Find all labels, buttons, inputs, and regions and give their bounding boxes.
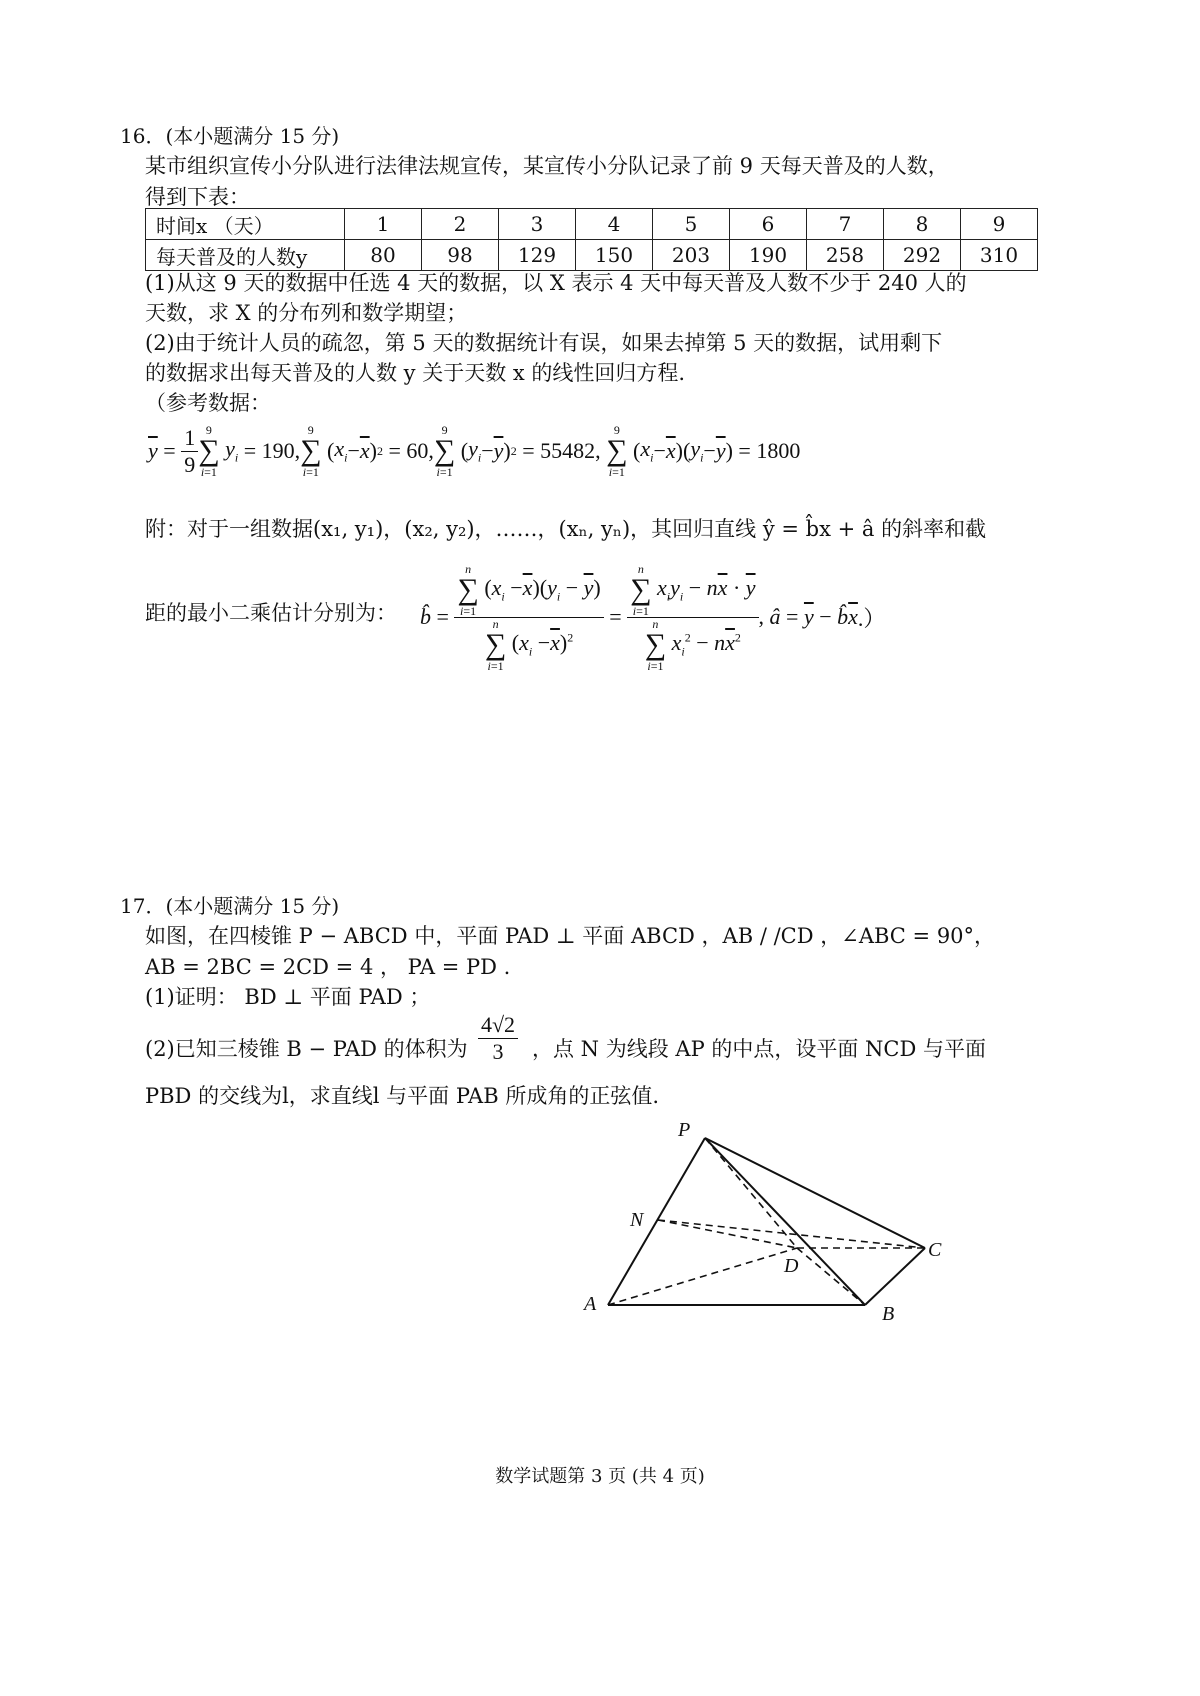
table-cell-y: 98 bbox=[422, 240, 499, 271]
table-cell-y: 150 bbox=[576, 240, 653, 271]
q16-part1-line1: (1)从这 9 天的数据中任选 4 天的数据，以 X 表示 4 天中每天普及人数不少于 240 人的 bbox=[145, 271, 967, 295]
table-row-y bbox=[146, 240, 1038, 271]
q17-line2: AB = 2BC = 2CD = 4 ， PA = PD . bbox=[145, 955, 511, 979]
vertex-label-C: C bbox=[928, 1239, 942, 1261]
q16-data-table bbox=[145, 208, 1038, 271]
table-cell-y: 203 bbox=[653, 240, 730, 271]
table-cell-y: 292 bbox=[884, 240, 961, 271]
q17-volume-fraction bbox=[470, 1012, 526, 1065]
q16-attachment-line2: 距的最小二乘估计分别为： bbox=[145, 601, 397, 625]
table-cell-x: 6 bbox=[730, 209, 807, 240]
table-cell-y: 310 bbox=[961, 240, 1038, 271]
table-cell-y: 129 bbox=[499, 240, 576, 271]
q16-intro-line2: 得到下表： bbox=[145, 185, 250, 209]
table-cell-y: 258 bbox=[807, 240, 884, 271]
table-row-label-x: 时间x （天） bbox=[146, 209, 345, 240]
q16-part1-line2: 天数，求 X 的分布列和数学期望； bbox=[145, 301, 468, 325]
edge-PB bbox=[705, 1138, 865, 1305]
q16-header: 16．(本小题满分 15 分) bbox=[120, 124, 340, 148]
q16-part2-line2: 的数据求出每天普及的人数 y 关于天数 x 的线性回归方程. bbox=[145, 361, 686, 385]
q16-reference-label: （参考数据： bbox=[145, 391, 271, 415]
q17-part2-line2: PBD 的交线为l，求直线l 与平面 PAB 所成角的正弦值. bbox=[145, 1084, 660, 1108]
q17-line1: 如图，在四棱锥 P − ABCD 中，平面 PAD ⊥ 平面 ABCD ，AB / /CD ，∠ABC = 90°， bbox=[145, 924, 996, 948]
table-cell-x: 3 bbox=[499, 209, 576, 240]
ref-syy: 55482 bbox=[540, 438, 596, 463]
edge-NC-hidden bbox=[658, 1220, 925, 1248]
ref-mean-y: 190 bbox=[261, 438, 295, 463]
table-cell-x: 4 bbox=[576, 209, 653, 240]
table-cell-x: 7 bbox=[807, 209, 884, 240]
table-cell-x: 2 bbox=[422, 209, 499, 240]
vertex-label-A: A bbox=[584, 1293, 597, 1315]
pyramid-figure bbox=[560, 1110, 980, 1340]
table-cell-x: 8 bbox=[884, 209, 961, 240]
q16-reference-formula: $\overline{y}$ = $\frac{1}{9}$ 9 ∑ i=1 $y_i$ = 190 , 9 ∑ i=1 ( $x_i$ − $\overline{x}$ ) 2 = 60 , 9 ∑ i=1 ( $y_i$ − $\overline{y}$ ) 2 = 55482 , 9 ∑ i=1 ( $x_i$ − $\overline{x}$ )( $y_i$ − $\overline{y}$ ) = 1800 bbox=[148, 423, 801, 479]
vertex-label-D: D bbox=[784, 1255, 799, 1277]
q16-intro-line1: 某市组织宣传小分队进行法律法规宣传，某宣传小分队记录了前 9 天每天普及的人数， bbox=[145, 154, 949, 178]
q16-part2-line1: (2)由于统计人员的疏忽，第 5 天的数据统计有误，如果去掉第 5 天的数据，试用剩下 bbox=[145, 331, 943, 355]
q17-part2-line1b: ，点 N 为线段 AP 的中点，设平面 NCD 与平面 bbox=[532, 1037, 987, 1061]
edge-BC bbox=[865, 1248, 925, 1305]
q17-part1: (1)证明： BD ⊥ 平面 PAD ； bbox=[145, 985, 431, 1009]
edge-DB-hidden bbox=[797, 1248, 865, 1305]
table-cell-x: 5 bbox=[653, 209, 730, 240]
vertex-label-P: P bbox=[678, 1119, 691, 1141]
page-footer: 数学试题第 3 页 (共 4 页) bbox=[495, 1466, 705, 1487]
table-row-label-y: 每天普及的人数y bbox=[146, 240, 345, 271]
ref-sxx: 60 bbox=[406, 438, 429, 463]
q16-attachment-line1: 附：对于一组数据(x₁, y₁)，(x₂, y₂)，……，(xₙ, yₙ)，其回归直线 ŷ = b̂x + â 的斜率和截 bbox=[145, 517, 987, 541]
vertex-label-N: N bbox=[630, 1209, 644, 1231]
ref-sxy: 1800 bbox=[756, 438, 801, 463]
table-cell-x: 9 bbox=[961, 209, 1038, 240]
volume-numerator: 4√2 bbox=[478, 1012, 518, 1039]
table-cell-y: 80 bbox=[345, 240, 422, 271]
edge-PC bbox=[705, 1138, 925, 1248]
volume-denominator: 3 bbox=[492, 1039, 504, 1064]
table-cell-y: 190 bbox=[730, 240, 807, 271]
q16-least-squares-formula: b̂ = n ∑ i=1 $(x_i -\overline{x})(y_i - \overline{y})$ n ∑ i=1 $(x_i -\overline{x})^2$ = n ∑ i=1 $x_iy_i - n\overline{x} \cdot \overline{y}$ n ∑ i=1 $x_i^2 - n\overline{x}^2$ , â = $\overline{y}$ − b̂ $\overline{x}$ .） bbox=[420, 561, 886, 673]
table-row-x bbox=[146, 209, 1038, 240]
q17-part2-line1a: (2)已知三棱锥 B − PAD 的体积为 bbox=[145, 1037, 468, 1061]
q17-header: 17．(本小题满分 15 分) bbox=[120, 894, 340, 918]
vertex-label-B: B bbox=[882, 1303, 895, 1325]
table-cell-x: 1 bbox=[345, 209, 422, 240]
